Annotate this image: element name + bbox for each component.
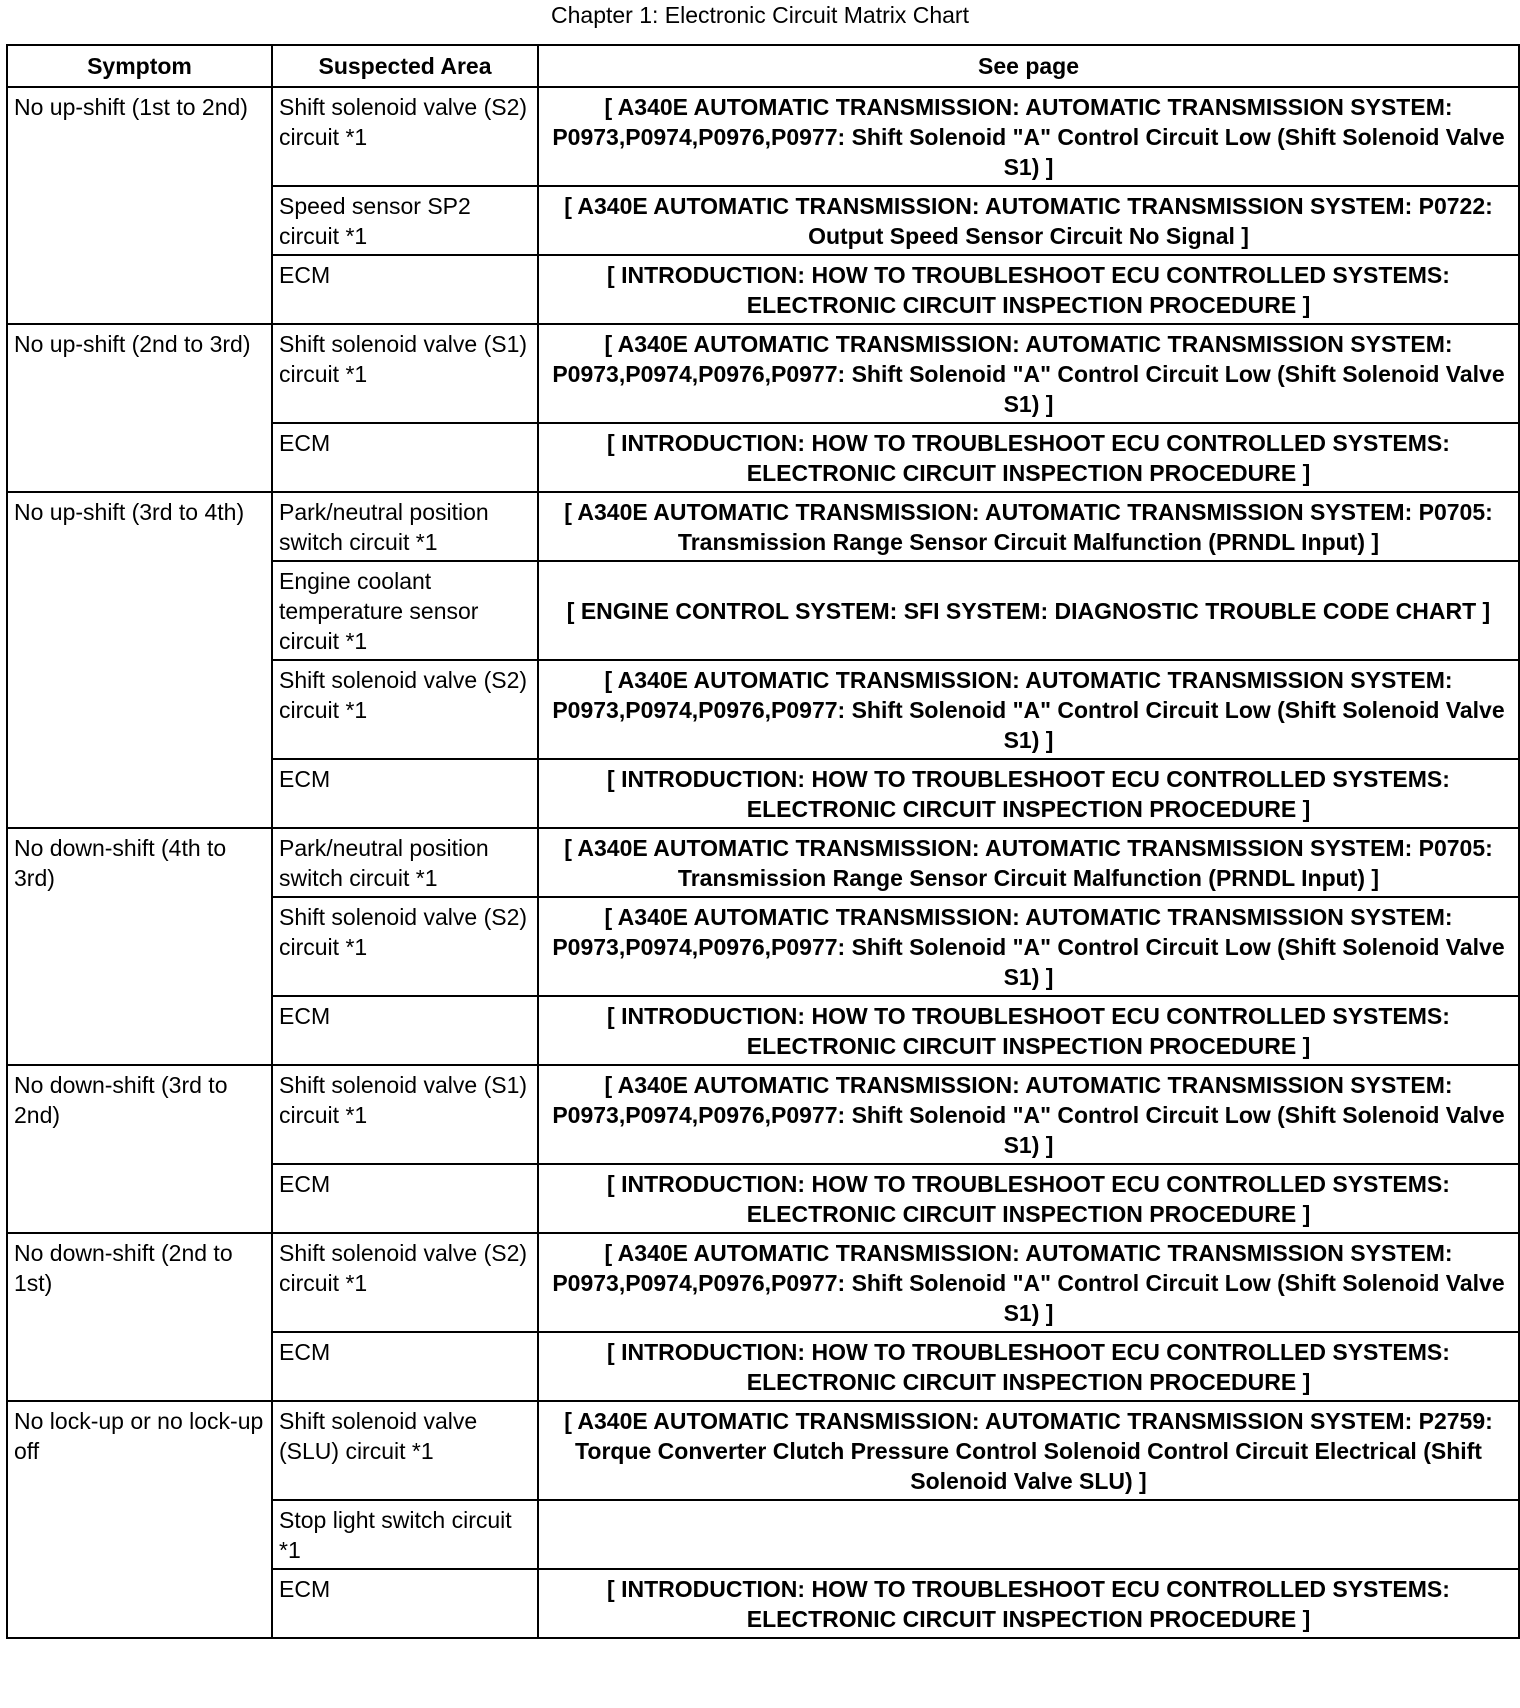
see-page-reference-cell: [ A340E AUTOMATIC TRANSMISSION: AUTOMATIC TRANSMISSION SYSTEM: P0705: Transmission Range Sensor Circuit Malfunction (PRNDL Input) ] [538, 828, 1519, 897]
suspected-area-cell: ECM [272, 759, 538, 828]
symptom-cell: No down-shift (4th to 3rd) [7, 828, 272, 1065]
suspected-area-cell: Speed sensor SP2 circuit *1 [272, 186, 538, 255]
suspected-area-cell: Shift solenoid valve (S1) circuit *1 [272, 324, 538, 423]
suspected-area-cell: Shift solenoid valve (S2) circuit *1 [272, 660, 538, 759]
see-page-reference-cell: [ INTRODUCTION: HOW TO TROUBLESHOOT ECU CONTROLLED SYSTEMS: ELECTRONIC CIRCUIT INSPECTION PROCEDURE ] [538, 1332, 1519, 1401]
see-page-reference-cell: [ A340E AUTOMATIC TRANSMISSION: AUTOMATIC TRANSMISSION SYSTEM: P0973,P0974,P0976,P0977: Shift Solenoid "A" Control Circuit Low (Shift Solenoid Valve S1) ] [538, 897, 1519, 996]
table-row [7, 1233, 1519, 1332]
see-page-reference-cell: [ ENGINE CONTROL SYSTEM: SFI SYSTEM: DIAGNOSTIC TROUBLE CODE CHART ] [538, 561, 1519, 660]
symptom-cell: No up-shift (2nd to 3rd) [7, 324, 272, 492]
see-page-reference-cell: [ A340E AUTOMATIC TRANSMISSION: AUTOMATIC TRANSMISSION SYSTEM: P0722: Output Speed Sensor Circuit No Signal ] [538, 186, 1519, 255]
see-page-reference-cell: [ INTRODUCTION: HOW TO TROUBLESHOOT ECU CONTROLLED SYSTEMS: ELECTRONIC CIRCUIT INSPECTION PROCEDURE ] [538, 1569, 1519, 1638]
header-suspected-area: Suspected Area [272, 45, 538, 87]
electronic-circuit-matrix-table [6, 44, 1520, 1639]
suspected-area-cell: ECM [272, 423, 538, 492]
table-row [7, 492, 1519, 561]
see-page-reference-cell: [ A340E AUTOMATIC TRANSMISSION: AUTOMATIC TRANSMISSION SYSTEM: P0973,P0974,P0976,P0977: Shift Solenoid "A" Control Circuit Low (Shift Solenoid Valve S1) ] [538, 660, 1519, 759]
suspected-area-cell: Park/neutral position switch circuit *1 [272, 828, 538, 897]
table-row [7, 87, 1519, 186]
header-row [7, 45, 1519, 87]
see-page-reference-cell: [ A340E AUTOMATIC TRANSMISSION: AUTOMATIC TRANSMISSION SYSTEM: P0973,P0974,P0976,P0977: Shift Solenoid "A" Control Circuit Low (Shift Solenoid Valve S1) ] [538, 87, 1519, 186]
suspected-area-cell: ECM [272, 996, 538, 1065]
suspected-area-cell: ECM [272, 1569, 538, 1638]
see-page-reference-cell: [ INTRODUCTION: HOW TO TROUBLESHOOT ECU CONTROLLED SYSTEMS: ELECTRONIC CIRCUIT INSPECTION PROCEDURE ] [538, 996, 1519, 1065]
see-page-reference-cell [538, 1500, 1519, 1569]
see-page-reference-cell: [ INTRODUCTION: HOW TO TROUBLESHOOT ECU CONTROLLED SYSTEMS: ELECTRONIC CIRCUIT INSPECTION PROCEDURE ] [538, 759, 1519, 828]
suspected-area-cell: Shift solenoid valve (S2) circuit *1 [272, 1233, 538, 1332]
suspected-area-cell: ECM [272, 255, 538, 324]
header-see-page: See page [538, 45, 1519, 87]
see-page-reference-cell: [ A340E AUTOMATIC TRANSMISSION: AUTOMATIC TRANSMISSION SYSTEM: P2759: Torque Converter Clutch Pressure Control Solenoid Control Circuit Electrical (Shift Solenoid Valve SLU) ] [538, 1401, 1519, 1500]
table-row [7, 1401, 1519, 1500]
suspected-area-cell: ECM [272, 1164, 538, 1233]
suspected-area-cell: Shift solenoid valve (S2) circuit *1 [272, 897, 538, 996]
symptom-cell: No lock-up or no lock-up off [7, 1401, 272, 1638]
symptom-cell: No up-shift (3rd to 4th) [7, 492, 272, 828]
suspected-area-cell: Park/neutral position switch circuit *1 [272, 492, 538, 561]
see-page-reference-cell: [ INTRODUCTION: HOW TO TROUBLESHOOT ECU CONTROLLED SYSTEMS: ELECTRONIC CIRCUIT INSPECTION PROCEDURE ] [538, 1164, 1519, 1233]
symptom-cell: No down-shift (2nd to 1st) [7, 1233, 272, 1401]
see-page-reference-cell: [ INTRODUCTION: HOW TO TROUBLESHOOT ECU CONTROLLED SYSTEMS: ELECTRONIC CIRCUIT INSPECTION PROCEDURE ] [538, 255, 1519, 324]
see-page-reference-cell: [ A340E AUTOMATIC TRANSMISSION: AUTOMATIC TRANSMISSION SYSTEM: P0973,P0974,P0976,P0977: Shift Solenoid "A" Control Circuit Low (Shift Solenoid Valve S1) ] [538, 324, 1519, 423]
symptom-cell: No down-shift (3rd to 2nd) [7, 1065, 272, 1233]
suspected-area-cell: Shift solenoid valve (S1) circuit *1 [272, 1065, 538, 1164]
see-page-reference-cell: [ A340E AUTOMATIC TRANSMISSION: AUTOMATIC TRANSMISSION SYSTEM: P0973,P0974,P0976,P0977: Shift Solenoid "A" Control Circuit Low (Shift Solenoid Valve S1) ] [538, 1065, 1519, 1164]
suspected-area-cell: Stop light switch circuit *1 [272, 1500, 538, 1569]
symptom-cell: No up-shift (1st to 2nd) [7, 87, 272, 324]
chart-caption: Chapter 1: Electronic Circuit Matrix Chart [551, 2, 969, 28]
suspected-area-cell: Engine coolant temperature sensor circuit *1 [272, 561, 538, 660]
suspected-area-cell: ECM [272, 1332, 538, 1401]
table-row [7, 828, 1519, 897]
matrix-body [7, 87, 1519, 1638]
header-symptom: Symptom [7, 45, 272, 87]
see-page-reference-cell: [ A340E AUTOMATIC TRANSMISSION: AUTOMATIC TRANSMISSION SYSTEM: P0973,P0974,P0976,P0977: Shift Solenoid "A" Control Circuit Low (Shift Solenoid Valve S1) ] [538, 1233, 1519, 1332]
see-page-reference-cell: [ INTRODUCTION: HOW TO TROUBLESHOOT ECU CONTROLLED SYSTEMS: ELECTRONIC CIRCUIT INSPECTION PROCEDURE ] [538, 423, 1519, 492]
table-row [7, 324, 1519, 423]
suspected-area-cell: Shift solenoid valve (SLU) circuit *1 [272, 1401, 538, 1500]
suspected-area-cell: Shift solenoid valve (S2) circuit *1 [272, 87, 538, 186]
table-row [7, 1065, 1519, 1164]
see-page-reference-cell: [ A340E AUTOMATIC TRANSMISSION: AUTOMATIC TRANSMISSION SYSTEM: P0705: Transmission Range Sensor Circuit Malfunction (PRNDL Input) ] [538, 492, 1519, 561]
